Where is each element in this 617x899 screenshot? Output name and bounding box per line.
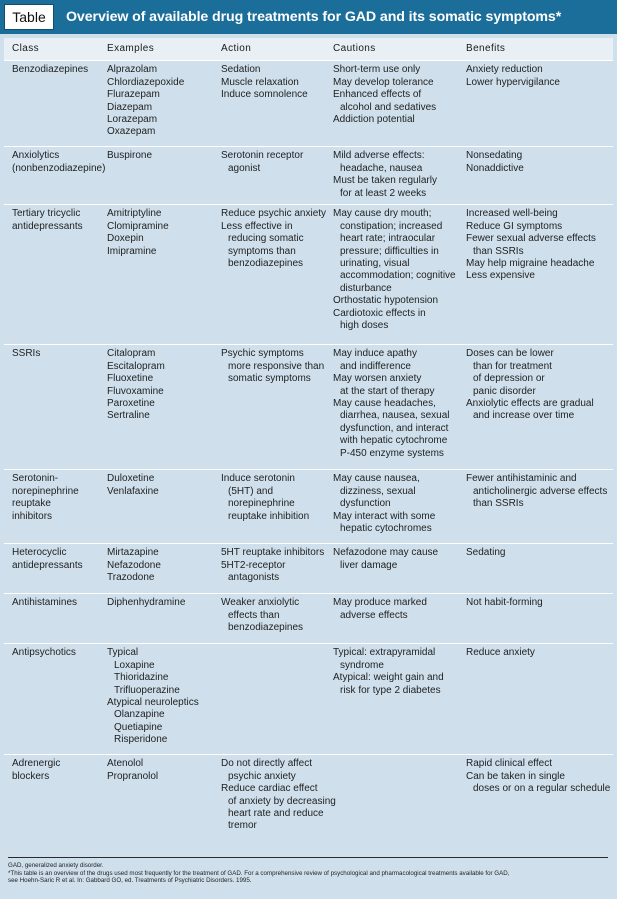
table-row [4,470,613,544]
cell-line: Short-term use only [333,64,421,76]
cell-class [4,61,99,147]
cell-line: May interact with some [333,510,436,522]
cell-examples [99,644,213,755]
cell-line: benzodiazepines [228,258,304,270]
cell-line: Atenolol [107,758,144,770]
table-row [4,594,613,644]
cell-line: more responsive than [228,360,325,372]
cell-line: and indifference [340,360,411,372]
cell-line: high doses [340,320,389,332]
cell-line: Antipsychotics [12,647,76,659]
cell-line: accommodation; cognitive [340,270,456,282]
cell-line: Increased well-being [466,208,558,220]
cell-line: Sedation [221,64,261,76]
cell-line: reuptake inhibition [228,510,310,522]
cell-line: Olanzapine [114,709,165,721]
cell-line: than for treatment [473,360,552,372]
cell-action [213,147,325,205]
column-header-examples: Examples [99,38,213,61]
cell-line: Thioridazine [114,672,169,684]
cell-line: Doses can be lower [466,348,554,360]
cell-line: Escitalopram [107,360,165,372]
cell-line: liver damage [340,559,398,571]
cell-line: (nonbenzodiazepine) [12,162,106,174]
cell-action [213,594,325,644]
table-title: Overview of available drug treatments for GAD and its somatic symptoms* [66,9,562,25]
cell-line: somatic symptoms [228,373,311,385]
cell-line: Rapid clinical effect [466,758,552,770]
cell-line: Flurazepam [107,89,160,101]
table-row [4,147,613,205]
cell-line: May help migraine headache [466,258,595,270]
cell-line: Alprazolam [107,64,158,76]
cell-line: Must be taken regularly [333,175,437,187]
cell-line: Fewer sexual adverse effects [466,233,596,245]
cell-examples [99,755,213,847]
cell-line: 5HT reuptake inhibitors [221,547,325,559]
cell-line: at the start of therapy [340,385,435,397]
cell-line: of depression or [473,373,545,385]
cell-examples [99,470,213,544]
cell-line: Duloxetine [107,473,155,485]
cell-cautions [325,544,458,594]
cell-line: antidepressants [12,559,83,571]
cell-line: Trazodone [107,572,155,584]
cell-line: Cardiotoxic effects in [333,307,426,319]
cell-line: Can be taken in single [466,770,565,782]
cell-line: symptoms than [228,245,296,257]
cell-line: Induce serotonin [221,473,295,485]
cell-class [4,544,99,594]
cell-line: Fewer antihistaminic and [466,473,577,485]
cell-line: Fluvoxamine [107,385,164,397]
cell-line: Loxapine [114,659,155,671]
cell-class [4,345,99,470]
cell-line: reducing somatic [228,233,304,245]
table-row [4,644,613,755]
cell-line: and increase over time [473,410,575,422]
cell-line: hepatic cytochromes [340,523,432,535]
cell-line: Anxiolytics [12,150,60,162]
cell-line: May induce apathy [333,348,417,360]
cell-line: Diazepam [107,101,153,113]
cell-cautions [325,644,458,755]
cell-line: Nefazodone may cause [333,547,439,559]
cell-examples [99,205,213,345]
cell-line: Oxazepam [107,126,156,138]
cell-line: Buspirone [107,150,153,162]
cell-line: headache, nausea [340,162,423,174]
cell-class [4,644,99,755]
cell-line: Muscle relaxation [221,76,299,88]
cell-line: Heterocyclic [12,547,67,559]
cell-examples [99,594,213,644]
cell-line: May produce marked [333,597,427,609]
cell-line: of anxiety by decreasing [228,795,336,807]
cell-line: Typical [107,647,139,659]
cell-line: Enhanced effects of [333,89,422,101]
cell-line: Reduce GI symptoms [466,220,563,232]
cell-line: Anxiety reduction [466,64,543,76]
cell-line: Induce somnolence [221,89,308,101]
cell-line: Trifluoperazine [114,684,180,696]
cell-line: Nonaddictive [466,162,524,174]
cell-line: Chlordiazepoxide [107,76,185,88]
cell-line: May cause dry mouth; [333,208,432,220]
cell-line: tremor [228,820,257,832]
cell-benefits [458,755,613,847]
cell-line: constipation; increased [340,220,443,232]
cell-line: Anxiolytic effects are gradual [466,398,594,410]
cell-line: Diphenhydramine [107,597,186,609]
cell-line: Reduce psychic anxiety [221,208,327,220]
cell-line: Do not directly affect [221,758,312,770]
cell-line: Lorazepam [107,114,158,126]
cell-line: Typical: extrapyramidal [333,647,436,659]
cell-line: May cause nausea, [333,473,420,485]
cell-line: Atypical neuroleptics [107,697,199,709]
cell-line: Adrenergic [12,758,61,770]
cell-line: inhibitors [12,510,53,522]
cell-line: Paroxetine [107,398,155,410]
table-row [4,544,613,594]
cell-line: Sertraline [107,410,150,422]
cell-line: dizziness, sexual [340,485,416,497]
cell-cautions [325,470,458,544]
cell-line: May cause headaches, [333,398,436,410]
cell-line: Psychic symptoms [221,348,304,360]
cell-line: norepinephrine [228,498,295,510]
cell-line: urinating, visual [340,258,410,270]
cell-action [213,205,325,345]
cell-benefits [458,544,613,594]
cell-line: psychic anxiety [228,770,296,782]
cell-class [4,470,99,544]
cell-line: Nonsedating [466,150,523,162]
cell-line: Serotonin receptor [221,150,304,162]
cell-cautions [325,61,458,147]
cell-action [213,61,325,147]
table-row [4,205,613,345]
cell-line: for at least 2 weeks [340,187,427,199]
footnote-line: *This table is an overview of the drugs used most frequently for the treatment of GAD. For a comprehensive review of psychological and pharmacological treatments available for GAD, [8,869,510,877]
cell-line: dysfunction, and interact [340,422,449,434]
cell-line: agonist [228,162,261,174]
column-header-benefits: Benefits [458,38,613,61]
table-row [4,61,613,147]
cell-cautions [325,594,458,644]
cell-line: reuptake [12,498,51,510]
cell-class [4,755,99,847]
cell-line: syndrome [340,659,384,671]
cell-cautions [325,345,458,470]
column-header-action: Action [213,38,325,61]
cell-benefits [458,147,613,205]
table-footnotes [8,857,608,885]
cell-line: doses or on a regular schedule [473,783,611,795]
cell-line: Mirtazapine [107,547,159,559]
cell-line: heart rate and reduce [228,808,324,820]
cell-line: Addiction potential [333,114,415,126]
cell-line: risk for type 2 diabetes [340,684,441,696]
cell-line: Tertiary tricyclic [12,208,81,220]
cell-line: Benzodiazepines [12,64,89,76]
cell-line: Mild adverse effects: [333,150,425,162]
cell-line: alcohol and sedatives [340,101,437,113]
column-header-row [4,38,613,61]
cell-examples [99,345,213,470]
cell-line: Atypical: weight gain and [333,672,444,684]
cell-examples [99,147,213,205]
cell-line: Nefazodone [107,559,161,571]
table-row [4,345,613,470]
cell-line: antagonists [228,572,280,584]
cell-line: antidepressants [12,220,83,232]
cell-action [213,755,336,847]
cell-line: Antihistamines [12,597,78,609]
cell-line: May worsen anxiety [333,373,422,385]
cell-line: Risperidone [114,734,168,746]
cell-line: Less effective in [221,220,293,232]
cell-action [213,644,325,755]
cell-line: norepinephrine [12,485,79,497]
cell-action [213,544,325,594]
cell-line: 5HT2-receptor [221,559,286,571]
cell-line: Imipramine [107,245,157,257]
cell-line: Reduce anxiety [466,647,535,659]
cell-line: effects than [228,609,280,621]
cell-benefits [458,594,613,644]
drug-treatment-table [4,38,613,847]
cell-line: Citalopram [107,348,156,360]
cell-line: heart rate; intraocular [340,233,436,245]
column-header-class: Class [4,38,99,61]
cell-benefits [458,205,613,345]
cell-benefits [458,61,613,147]
cell-benefits [458,644,613,755]
cell-cautions [325,205,458,345]
cell-line: Doxepin [107,233,144,245]
cell-line: SSRIs [12,348,41,360]
cell-examples [99,544,213,594]
cell-examples [99,61,213,147]
cell-line: Amitriptyline [107,208,162,220]
cell-line: than SSRIs [473,498,524,510]
cell-line: Clomipramine [107,220,169,232]
cell-action [213,470,325,544]
footnote-line: see Hoehn-Saric R et al. In: Gabbard GO, ed. Treatments of Psychiatric Disorders. 1995. [8,877,252,885]
cell-line: with hepatic cytochrome [340,435,448,447]
cell-line: P-450 enzyme systems [340,447,444,459]
cell-line: pressure; difficulties in [340,245,439,257]
cell-class [4,205,99,345]
cell-line: (5HT) and [228,485,274,497]
cell-line: anticholinergic adverse effects [473,485,608,497]
table-header-bar [0,0,617,34]
cell-line: diarrhea, nausea, sexual [340,410,450,422]
table-tag: Table [4,4,54,30]
cell-line: Venlafaxine [107,485,159,497]
cell-line: Lower hypervigilance [466,76,560,88]
cell-line: Orthostatic hypotension [333,295,439,307]
cell-line: May develop tolerance [333,76,434,88]
cell-cautions [325,755,458,847]
cell-line: blockers [12,770,50,782]
cell-line: than SSRIs [473,245,524,257]
cell-line: panic disorder [473,385,536,397]
cell-line: dysfunction [340,498,391,510]
cell-action [213,345,325,470]
cell-benefits [458,470,613,544]
cell-class [4,147,106,205]
cell-line: Serotonin- [12,473,59,485]
cell-line: adverse effects [340,609,408,621]
cell-line: Not habit-forming [466,597,543,609]
cell-line: Less expensive [466,270,535,282]
cell-line: Quetiapine [114,721,163,733]
cell-line: Fluoxetine [107,373,154,385]
cell-line: Reduce cardiac effect [221,783,318,795]
column-header-cautions: Cautions [325,38,458,61]
cell-line: Weaker anxiolytic [221,597,300,609]
footnote-line: GAD, generalized anxiety disorder. [8,862,104,869]
cell-benefits [458,345,613,470]
cell-line: Propranolol [107,770,159,782]
cell-line: benzodiazepines [228,622,304,634]
cell-cautions [325,147,458,205]
table-row [4,755,613,847]
cell-line: disturbance [340,282,392,294]
cell-line: Sedating [466,547,506,559]
cell-class [4,594,99,644]
